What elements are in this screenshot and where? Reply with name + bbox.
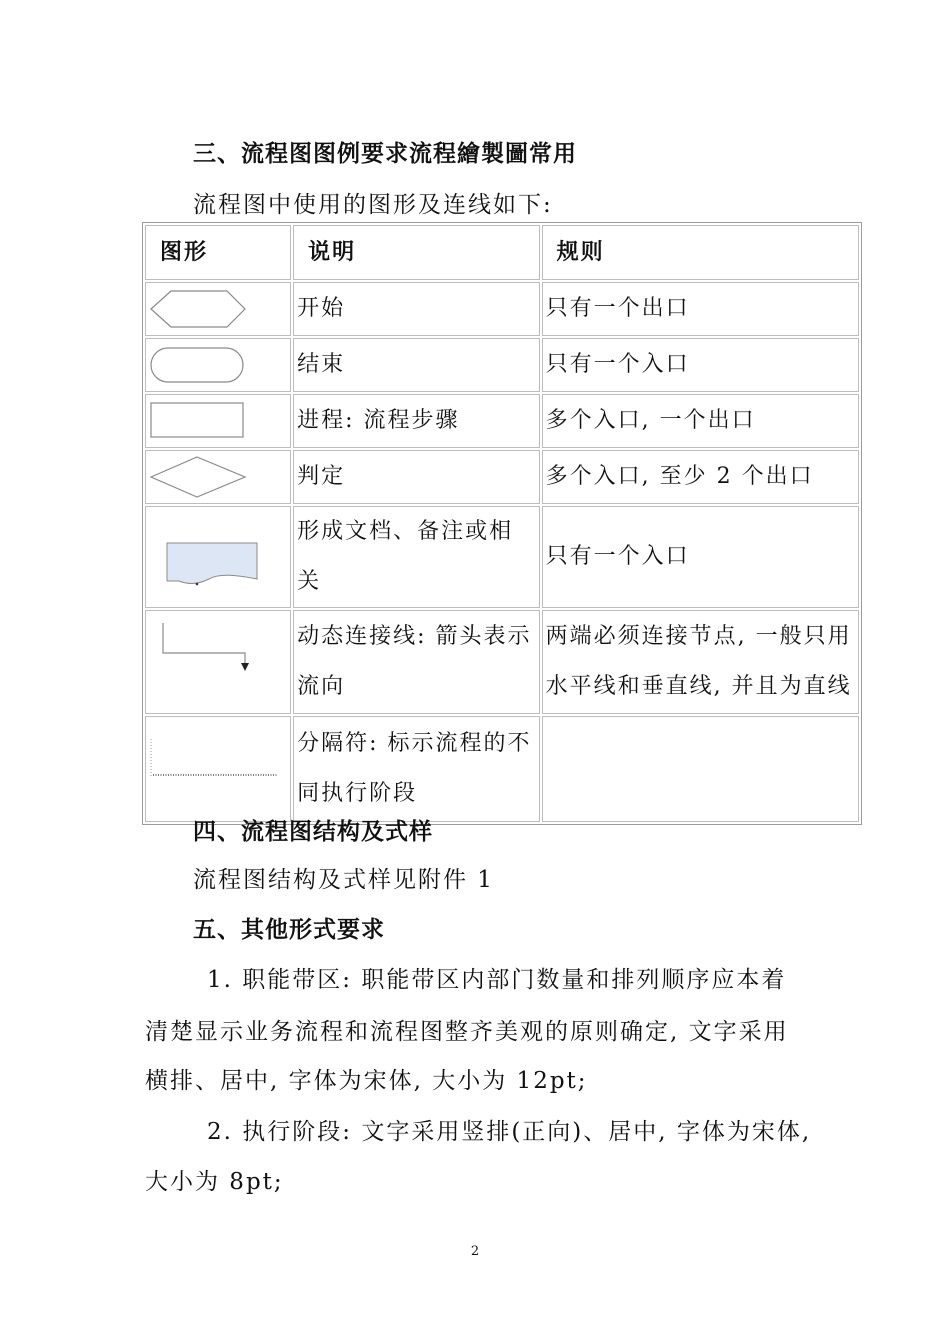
table-row (145, 282, 859, 336)
row-rule-line: 两端必须连接节点, 一般只用 (545, 624, 852, 649)
section-3-heading: 三、流程图图例要求流程繪製圖常用 (193, 141, 577, 167)
hexagon-start-icon (149, 283, 277, 335)
row-rule (542, 716, 859, 822)
row-desc-line: 动态连接线: 箭头表示 (297, 624, 532, 649)
item-1-line-2: 清楚显示业务流程和流程图整齐美观的原则确定, 文字采用 (145, 1019, 789, 1045)
table-row (145, 450, 859, 504)
row-desc: 结束 (293, 338, 540, 392)
row-desc: 判定 (293, 450, 540, 504)
row-rule: 多个入口, 一个出口 (542, 394, 859, 448)
end-shape-cell (145, 338, 291, 392)
connector-shape-cell (145, 610, 291, 714)
rectangle-process-icon (149, 395, 277, 447)
row-desc-line: 分隔符: 标示流程的不 (297, 731, 532, 756)
table-row (145, 338, 859, 392)
table-row (145, 394, 859, 448)
intro-text: 流程图中使用的图形及连线如下: (193, 192, 553, 218)
legend-table (142, 222, 862, 825)
row-desc: 形成文档、备注或相关 (293, 506, 540, 608)
row-rule-line: 水平线和垂直线, 并且为直线 (545, 674, 852, 699)
section-4-heading: 四、流程图结构及式样 (193, 819, 433, 845)
table-row (145, 610, 859, 714)
section-4-text: 流程图结构及式样见附件 1 (193, 867, 494, 893)
row-rule: 只有一个入口 (542, 338, 859, 392)
document-shape-cell (145, 506, 291, 608)
row-rule: 只有一个入口 (542, 506, 859, 608)
process-shape-cell (145, 394, 291, 448)
item-2-line-1: 2. 执行阶段: 文字采用竖排(正向)、居中, 字体为宋体, (207, 1119, 812, 1145)
row-desc: 开始 (293, 282, 540, 336)
row-rule (542, 610, 859, 714)
row-rule: 只有一个出口 (542, 282, 859, 336)
connector-arrow-icon (149, 611, 277, 713)
section-5-heading: 五、其他形式要求 (193, 917, 385, 943)
row-desc-line: 流向 (297, 674, 346, 699)
table-row (145, 716, 859, 822)
start-shape-cell (145, 282, 291, 336)
row-desc: 进程: 流程步骤 (293, 394, 540, 448)
rounded-end-icon (149, 339, 277, 391)
header-shape: 图形 (145, 225, 291, 280)
separator-dotted-icon (149, 717, 277, 821)
diamond-decision-icon (149, 451, 277, 503)
row-desc (293, 610, 540, 714)
document-icon (149, 523, 277, 591)
decision-shape-cell (145, 450, 291, 504)
table-row (145, 506, 859, 608)
separator-shape-cell (145, 716, 291, 822)
row-rule: 多个入口, 至少 2 个出口 (542, 450, 859, 504)
page-number: 2 (470, 1244, 480, 1259)
table-header-row (145, 225, 859, 280)
item-1-line-1: 1. 职能带区: 职能带区内部门数量和排列顺序应本着 (207, 967, 787, 993)
header-rule: 规则 (542, 225, 859, 280)
item-2-line-2: 大小为 8pt; (145, 1169, 284, 1195)
row-desc (293, 716, 540, 822)
header-desc: 说明 (293, 225, 540, 280)
row-desc-line: 同执行阶段 (297, 781, 418, 806)
item-1-line-3: 横排、居中, 字体为宋体, 大小为 12pt; (145, 1068, 588, 1094)
